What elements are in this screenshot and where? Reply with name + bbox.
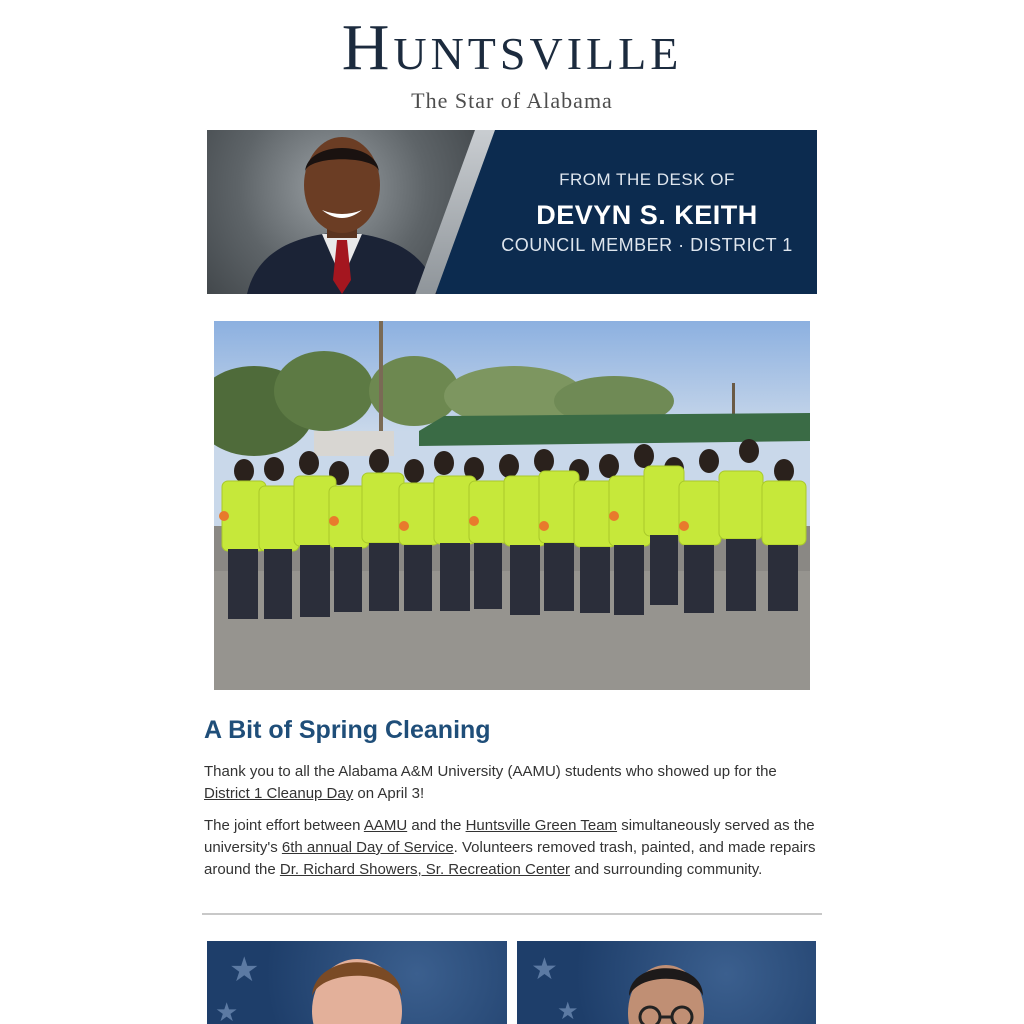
- banner-text: [497, 170, 797, 256]
- p2-text: simultaneously served as the university's: [204, 817, 815, 856]
- council-portrait-right: [517, 941, 816, 1024]
- huntsville-green-team-link[interactable]: Huntsville Green Team: [465, 817, 618, 834]
- article-paragraph-2: [204, 815, 824, 881]
- svg-text:★: ★: [557, 997, 579, 1024]
- cleanup-volunteers-photo: [214, 321, 810, 690]
- logo-wordmark: Huntsville: [341, 11, 683, 84]
- council-portrait-card-right: [517, 941, 816, 1024]
- huntsville-logo[interactable]: [0, 11, 1024, 114]
- p2-text-end: and surrounding community.: [570, 861, 763, 878]
- logo-tagline: The Star of Alabama: [411, 88, 613, 113]
- aamu-link[interactable]: AAMU: [363, 817, 408, 834]
- p2-text: . Volunteers removed trash, painted, and made repairs around the: [204, 839, 816, 878]
- p2-text: and the: [407, 817, 466, 834]
- district-cleanup-day-link[interactable]: District 1 Cleanup Day: [204, 785, 354, 802]
- council-member-portrait: [227, 130, 447, 294]
- svg-text:★: ★: [229, 950, 260, 990]
- recreation-center-link[interactable]: Dr. Richard Showers, Sr. Recreation Center: [279, 861, 571, 878]
- banner-member-name: DEVYN S. KEITH: [536, 200, 758, 230]
- section-divider: [202, 913, 822, 915]
- banner-member-role: COUNCIL MEMBER · DISTRICT 1: [501, 235, 793, 255]
- p2-text: The joint effort between: [204, 817, 364, 834]
- svg-text:★: ★: [531, 952, 558, 987]
- day-of-service-link[interactable]: 6th annual Day of Service: [281, 839, 454, 856]
- council-member-banner: [207, 130, 817, 294]
- article-title: A Bit of Spring Cleaning: [204, 716, 491, 744]
- svg-text:★: ★: [215, 998, 239, 1024]
- council-portrait-card-left: [207, 941, 507, 1024]
- article-paragraph-1: [204, 761, 824, 805]
- p1-text: Thank you to all the Alabama A&M University (AAMU) students who showed up for the: [204, 763, 777, 780]
- council-portrait-left: [207, 941, 507, 1024]
- p1-text-end: on April 3!: [353, 785, 425, 802]
- volunteers-group-image: [214, 321, 810, 690]
- banner-desk-line: FROM THE DESK OF: [559, 170, 735, 189]
